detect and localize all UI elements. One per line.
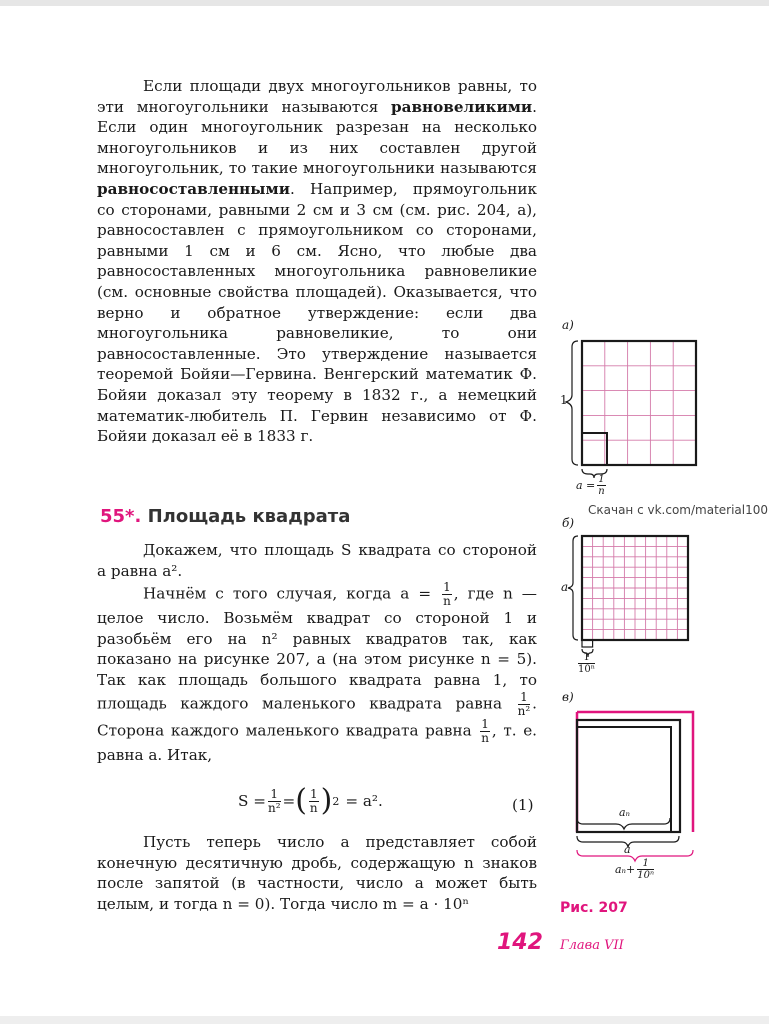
figure-v-sum-frac: $\frac{1}{\text{10ⁿ}}$ bbox=[637, 858, 655, 881]
equation-number: (1) bbox=[512, 796, 534, 814]
formula-paren-open: ( bbox=[295, 783, 307, 818]
figure-label-v: в) bbox=[562, 690, 574, 704]
figure-a-small-frac: $\frac{1}{n}$ bbox=[598, 474, 605, 497]
figure-v-a-label: a bbox=[624, 843, 631, 856]
p2-text-4: , т. е. равна a. Итак, bbox=[97, 721, 538, 764]
figure-a-square bbox=[582, 341, 696, 465]
p2-text-3: . Сторона каждого маленького квадрата равна bbox=[97, 694, 537, 740]
p2-text-1: Начнём с того случая, когда a = bbox=[143, 584, 441, 603]
proof-statement: Докажем, что площадь S квадрата со стороной a равна a². bbox=[97, 541, 537, 580]
figure-b-grid bbox=[582, 536, 688, 640]
figure-b-small-label bbox=[576, 652, 597, 675]
formula-lhs: S = bbox=[238, 792, 266, 810]
fraction-1-n: $\frac{1}{n}$ bbox=[443, 580, 451, 609]
figure-b-brace-left bbox=[568, 536, 578, 640]
figure-v-brace-an bbox=[577, 818, 670, 829]
section-number: 55*. bbox=[100, 506, 142, 527]
figure-v-an-label: aₙ bbox=[619, 806, 631, 819]
decimal-text: Пусть теперь число a представляет собой конечную десятичную дробь, содержащую n знаков после запятой (в частности, число a может быть целым, и тогда n = 0). Тогда число m = a · 10ⁿ bbox=[97, 833, 537, 913]
figure-b-side-label: a bbox=[561, 580, 569, 594]
section-title: Площадь квадрата bbox=[147, 506, 351, 527]
chapter-label: Глава VII bbox=[560, 938, 624, 953]
term-equal-area: равновеликими bbox=[391, 97, 533, 116]
watermark: Скачан с vk.com/material100 bbox=[588, 503, 769, 517]
figure-a-small-square bbox=[582, 433, 607, 465]
formula-eq: = bbox=[282, 792, 296, 810]
figure-a-brace-left bbox=[566, 341, 578, 465]
figure-a-small-label bbox=[576, 474, 608, 497]
page-number: 142 bbox=[497, 930, 543, 955]
fraction-1-n-b: $\frac{1}{n}$ bbox=[481, 716, 489, 745]
figure-caption: Рис. 207 bbox=[560, 900, 628, 916]
figure-v-pink-square bbox=[577, 712, 693, 832]
formula-frac-1: $\frac{1}{\text{n²}}$ bbox=[267, 786, 281, 815]
p1-text-2: . Если один многоугольник разрезан на несколько многоугольников и из них составлен другой многоугольник, то такие многоугольники называются bbox=[97, 97, 537, 178]
figure-label-a: а) bbox=[562, 318, 574, 332]
formula-rhs: = a². bbox=[345, 792, 383, 810]
fraction-1-n2: $\frac{1}{\text{n²}}$ bbox=[517, 689, 531, 718]
term-equidecomposable: равносоставленными bbox=[97, 179, 290, 198]
figure-v-sum-label bbox=[615, 858, 656, 881]
formula-frac-2: $\frac{1}{n}$ bbox=[309, 786, 318, 815]
p1-text-3: . Например, прямоугольник со сторонами, равными 2 см и 3 см (см. рис. 204, а), равносоставлен с прямоугольником со сторонами, равными 1 см и 6 см. Ясно, что любые два равносоставленных многоугольника равновеликие (см. основные свойства площадей). Оказывается, что верно и обратное утверждение: если два многоугольника равновеликие, то они равносоставленные. Это утверждение называется теоремой Бойяи—Гервина. Венгерский математик Ф. Бойяи доказал эту теорему в 1832 г., а немецкий математик-любитель П. Гервин независимо от Ф. Бойяи доказал её в 1833 г. bbox=[97, 179, 537, 446]
p2-text-2: , где n — целое число. Возьмём квадрат со стороной 1 и разобьём его на n² равных квадратов так, как показано на рисунке 207, а (на этом рисунке n = 5). Так как площадь большого квадрата равна 1, то площадь каждого маленького квадрата равна bbox=[97, 584, 537, 713]
figure-a-grid bbox=[582, 341, 696, 465]
formula-power: 2 bbox=[332, 794, 340, 808]
figure-a-small-eq: a = bbox=[576, 479, 596, 492]
figure-b-small-frac: $\frac{1}{\text{10ⁿ}}$ bbox=[578, 652, 596, 675]
page-bottom-edge bbox=[0, 1016, 769, 1024]
figure-v-sum-text: aₙ+ bbox=[615, 863, 636, 876]
figure-label-b: б) bbox=[562, 516, 575, 530]
figure-a-side-label: 1 bbox=[560, 393, 568, 407]
formula-paren-close: ) bbox=[320, 783, 333, 818]
p1-text-1: Если площади двух многоугольников равны, то эти многоугольники называются bbox=[97, 77, 537, 116]
